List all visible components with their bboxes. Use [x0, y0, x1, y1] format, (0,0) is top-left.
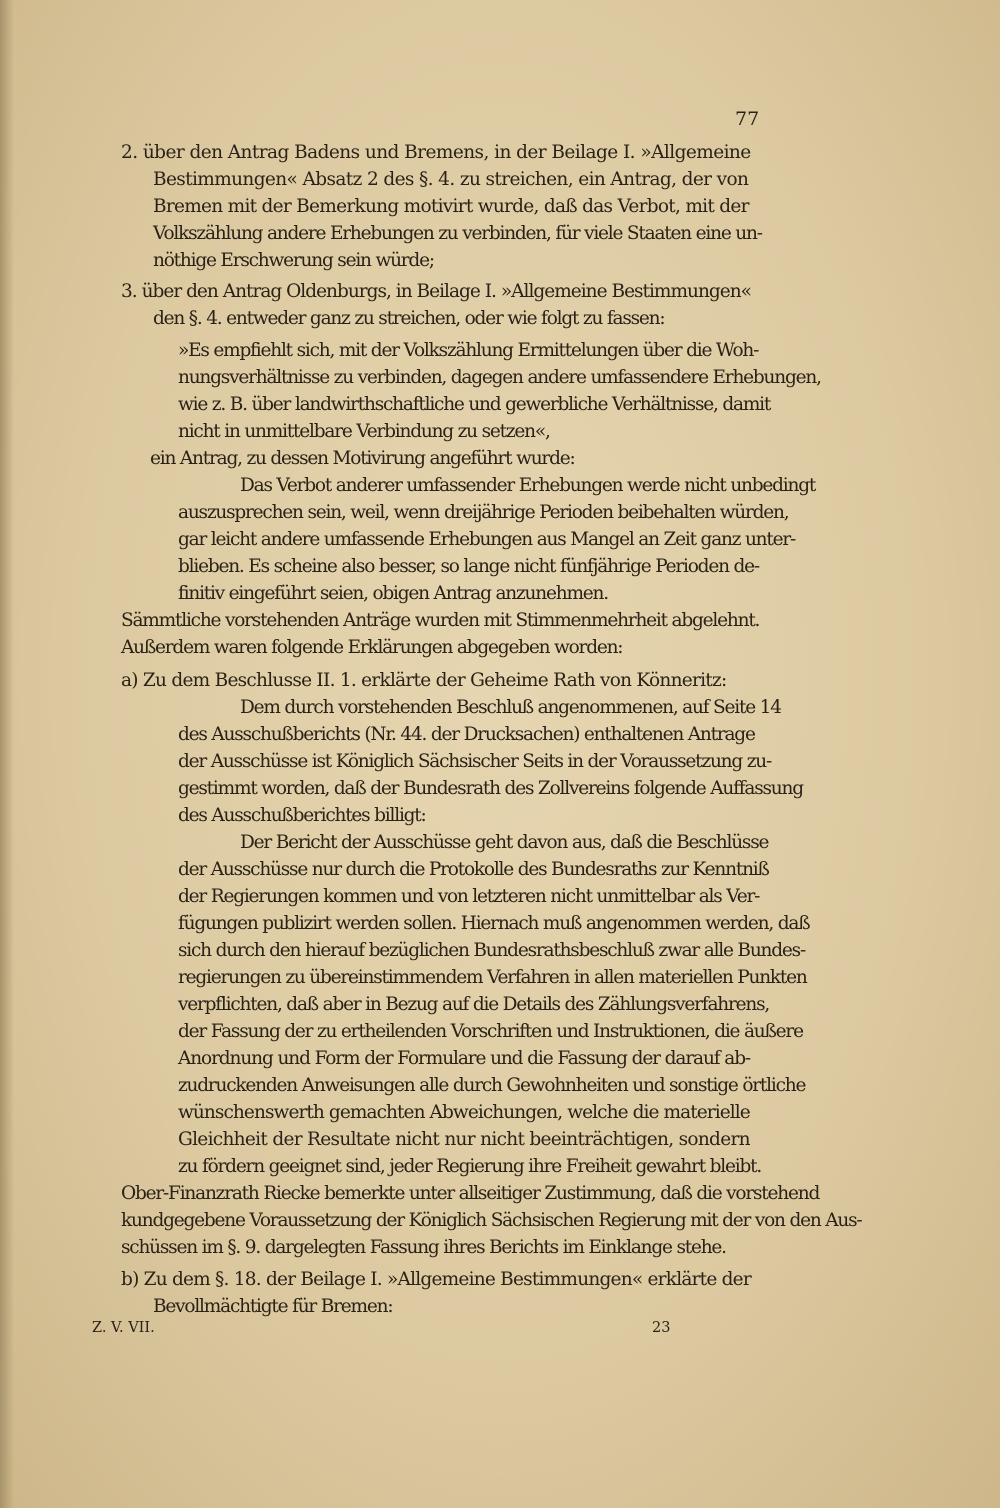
text-line: wie z. B. über landwirthschaftliche und gewerbliche Verhältnisse, damit: [178, 394, 771, 415]
text-line: verpflichten, daß aber in Bezug auf die Details des Zählungsverfahrens,: [178, 994, 770, 1015]
text-line: nungsverhältnisse zu verbinden, dagegen andere umfassendere Erhebungen,: [178, 367, 821, 388]
text-line: der Ausschüsse nur durch die Protokolle des Bundesraths zur Kenntniß: [178, 859, 769, 880]
text-line: 3. über den Antrag Oldenburgs, in Beilage I. »Allgemeine Bestimmungen«: [121, 281, 751, 302]
footer-signature: Z. V. VII.: [92, 1320, 155, 1336]
text-line: sich durch den hierauf bezüglichen Bundesrathsbeschluß zwar alle Bundes-: [178, 940, 805, 961]
text-line: b) Zu dem §. 18. der Beilage I. »Allgemeine Bestimmungen« erklärte der: [121, 1269, 751, 1290]
text-line: 2. über den Antrag Badens und Bremens, in der Beilage I. »Allgemeine: [121, 142, 751, 163]
text-line: Außerdem waren folgende Erklärungen abgegeben worden:: [121, 637, 623, 658]
text-line: schüssen im §. 9. dargelegten Fassung ihres Berichts im Einklange stehe.: [121, 1237, 726, 1258]
footer-sheet-number: 23: [652, 1320, 671, 1336]
text-line: Bevollmächtigte für Bremen:: [153, 1296, 393, 1317]
text-line: der Regierungen kommen und von letzteren nicht unmittelbar als Ver-: [178, 886, 760, 907]
text-line: »Es empfiehlt sich, mit der Volkszählung Ermittelungen über die Woh-: [178, 340, 759, 361]
text-line: Gleichheit der Resultate nicht nur nicht beeinträchtigen, sondern: [178, 1129, 750, 1150]
text-line: regierungen zu übereinstimmendem Verfahren in allen materiellen Punkten: [178, 967, 807, 988]
text-line: gar leicht andere umfassende Erhebungen aus Mangel an Zeit ganz unter-: [178, 529, 796, 550]
text-line: a) Zu dem Beschlusse II. 1. erklärte der Geheime Rath von Könneritz:: [121, 670, 727, 691]
text-line: auszusprechen sein, weil, wenn dreijährige Perioden beibehalten würden,: [178, 502, 789, 523]
text-line: zu fördern geeignet sind, jeder Regierung ihre Freiheit gewahrt bleibt.: [178, 1156, 762, 1177]
text-line: Dem durch vorstehenden Beschluß angenommenen, auf Seite 14: [240, 697, 781, 718]
text-line: Sämmtliche vorstehenden Anträge wurden mit Stimmenmehrheit abgelehnt.: [121, 610, 760, 631]
text-line: blieben. Es scheine also besser, so lange nicht fünfjährige Perioden de-: [178, 556, 759, 577]
text-line: Bestimmungen« Absatz 2 des §. 4. zu streichen, ein Antrag, der von: [153, 169, 749, 190]
text-line: Ober-Finanzrath Riecke bemerkte unter allseitiger Zustimmung, daß die vorstehend: [121, 1183, 820, 1204]
text-line: nöthige Erschwerung sein würde;: [153, 250, 434, 271]
text-line: fügungen publizirt werden sollen. Hiernach muß angenommen werden, daß: [178, 913, 810, 934]
text-line: wünschenswerth gemachten Abweichungen, welche die materielle: [178, 1102, 750, 1123]
page-number: 77: [735, 108, 760, 130]
text-line: finitiv eingeführt seien, obigen Antrag anzunehmen.: [178, 583, 608, 604]
text-line: des Ausschußberichts (Nr. 44. der Drucksachen) enthaltenen Antrage: [178, 724, 755, 745]
text-line: zudruckenden Anweisungen alle durch Gewohnheiten und sonstige örtliche: [178, 1075, 806, 1096]
text-line: Anordnung und Form der Formulare und die Fassung der darauf ab-: [178, 1048, 751, 1069]
text-line: Bremen mit der Bemerkung motivirt wurde, daß das Verbot, mit der: [153, 196, 749, 217]
text-line: der Fassung der zu ertheilenden Vorschriften und Instruktionen, die äußere: [178, 1021, 803, 1042]
text-line: ein Antrag, zu dessen Motivirung angeführt wurde:: [150, 448, 575, 469]
text-line: des Ausschußberichtes billigt:: [178, 805, 426, 826]
text-line: der Ausschüsse ist Königlich Sächsischer Seits in der Voraussetzung zu-: [178, 751, 772, 772]
text-line: Der Bericht der Ausschüsse geht davon aus, daß die Beschlüsse: [240, 832, 769, 853]
text-line: gestimmt worden, daß der Bundesrath des Zollvereins folgende Auffassung: [178, 778, 803, 799]
text-line: den §. 4. entweder ganz zu streichen, oder wie folgt zu fassen:: [153, 308, 665, 329]
page-edge-shadow: [0, 0, 14, 1508]
text-line: kundgegebene Voraussetzung der Königlich Sächsischen Regierung mit der von den Aus-: [121, 1210, 862, 1231]
text-line: nicht in unmittelbare Verbindung zu setzen«,: [178, 421, 550, 442]
text-line: Volkszählung andere Erhebungen zu verbinden, für viele Staaten eine un-: [153, 223, 762, 244]
text-line: Das Verbot anderer umfassender Erhebungen werde nicht unbedingt: [240, 475, 816, 496]
